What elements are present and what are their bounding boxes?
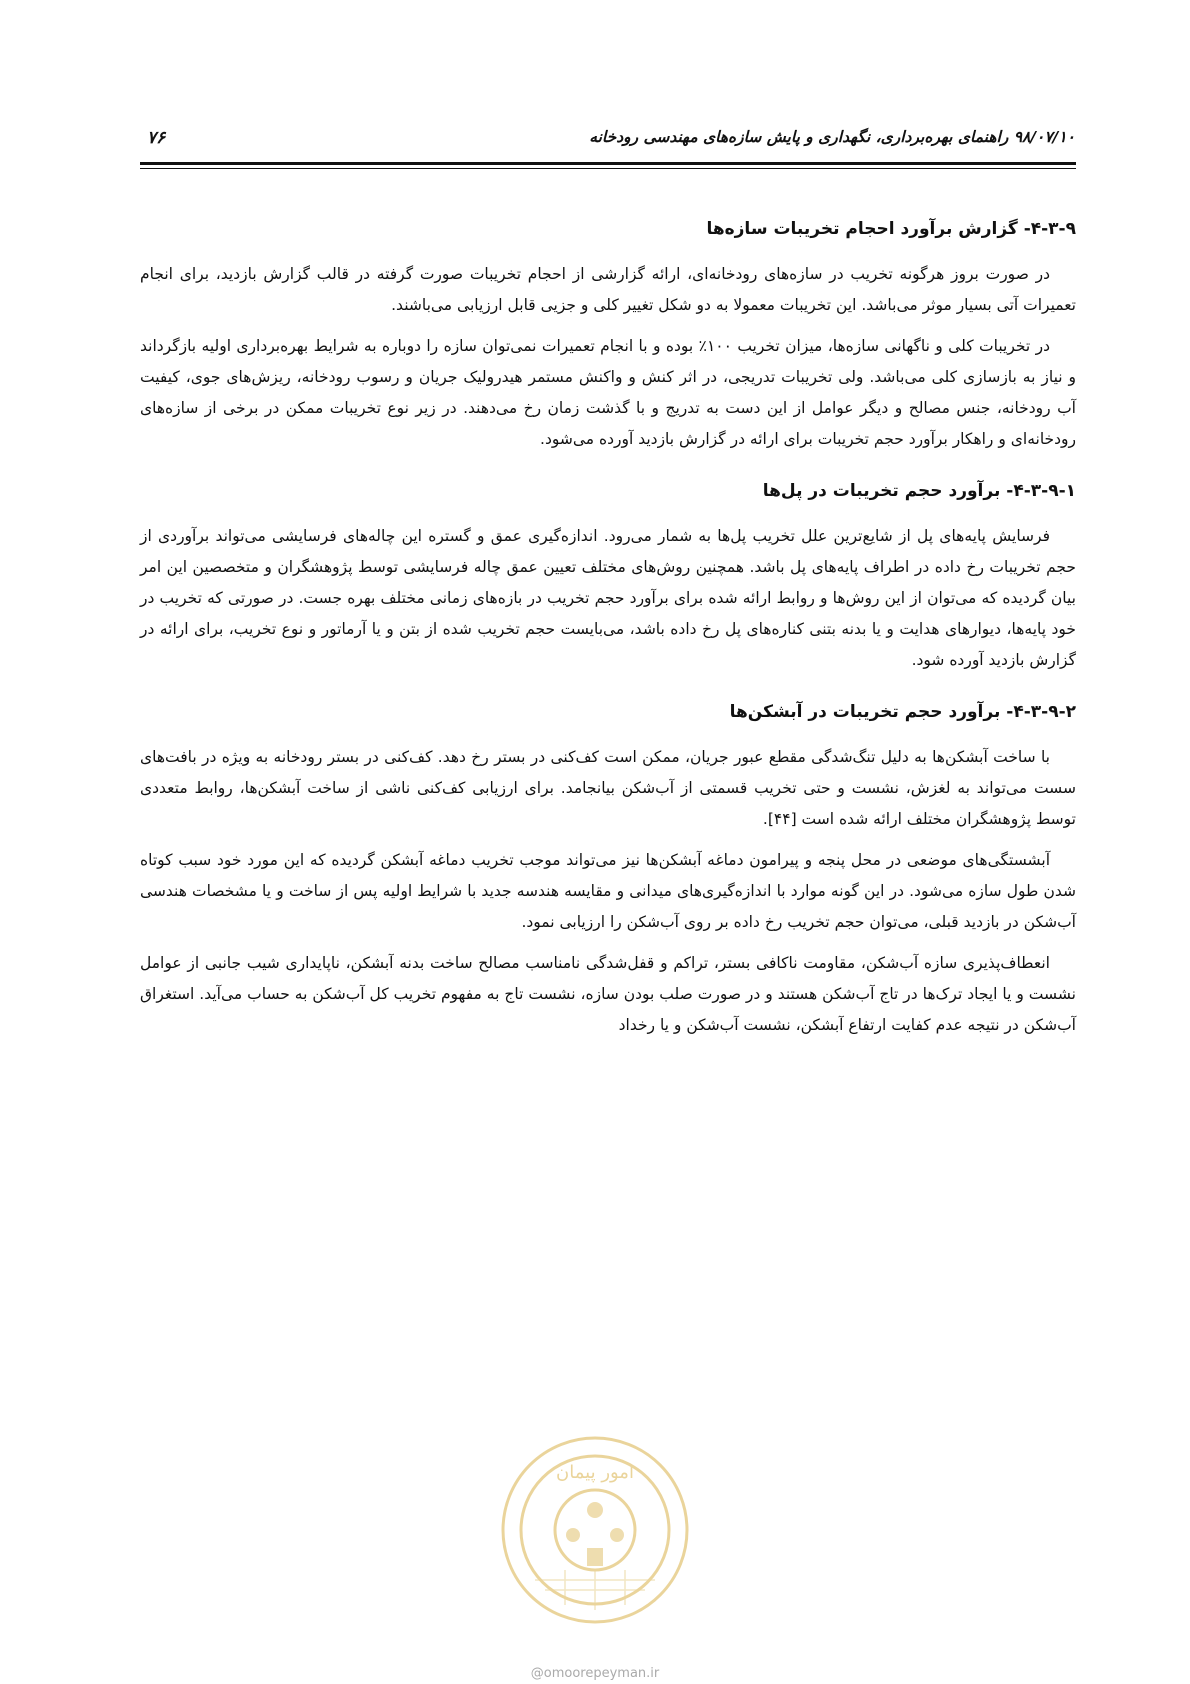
paragraph: فرسایش پایه‌های پل از شایع‌ترین علل تخریب پل‌ها به شمار می‌رود. اندازه‌گیری عمق و گستره این چاله‌های فرسایشی می‌تواند برآوردی از حجم تخریبات رخ داده در اطراف پایه‌های پل باشد. همچنین روش‌های مختلف تعیین عمق چاله فرسایشی توسط پژوهشگران و متخصصین این امر بیان گردیده که می‌توان از این روش‌ها و روابط ارائه شده برای برآورد حجم تخریب در بازه‌های زمانی مختلف بهره جست. در صورتی که تخریب در خود پایه‌ها، دیوارهای هدایت و یا بدنه بتنی کناره‌های پل رخ داده باشد، می‌بایست حجم تخریب شده از بتن و یا آرماتور و نوع تخریب، برای ارائه در گزارش بازدید آورده شود. xyxy=(140,527,1076,669)
section-heading: ۴-۳-۹-۱- برآورد حجم تخریبات در پل‌ها xyxy=(762,481,1076,501)
section-heading: ۴-۳-۹- گزارش برآورد احجام تخریبات سازه‌ها xyxy=(706,219,1076,239)
header-title: ۹۸/۰۷/۱۰ راهنمای بهره‌برداری، نگهداری و پایش سازه‌های مهندسی رودخانه xyxy=(589,128,1075,146)
page-body xyxy=(140,215,1076,1051)
page-number: ۷۶ xyxy=(147,128,166,148)
paragraph: آبشستگی‌های موضعی در محل پنجه و پیرامون دماغه آبشکن‌ها نیز می‌تواند موجب تخریب دماغه آبشکن گردیده که این مورد خود سبب کوتاه شدن طول سازه می‌شود. در این گونه موارد با اندازه‌گیری‌های میدانی و مقایسه هندسه جدید با شرایط اولیه پس از ساخت و یا مشخصات هندسی آب‌شکن در بازدید قبلی، می‌توان حجم تخریب رخ داده بر روی آب‌شکن را ارزیابی نمود. xyxy=(140,851,1076,931)
header-rule-thin xyxy=(140,168,1076,169)
watermark-logo-icon xyxy=(495,1430,695,1630)
paragraph: با ساخت آبشکن‌ها به دلیل تنگ‌شدگی مقطع عبور جریان، ممکن است کف‌کنی در بستر رخ دهد. کف‌کنی در بستر رودخانه به ویژه در بافت‌های سست می‌تواند به لغزش، نشست و حتی تخریب قسمتی از آب‌شکن بیانجامد. برای ارزیابی کف‌کنی ناشی از ساخت آبشکن‌ها، روابط متعددی توسط پژوهشگران مختلف ارائه شده است [۴۴]. xyxy=(140,748,1076,828)
running-header xyxy=(143,128,1075,158)
watermark-url: @omoorepeyman.ir xyxy=(530,1666,660,1681)
paragraph: انعطاف‌پذیری سازه آب‌شکن، مقاومت ناکافی بستر، تراکم و قفل‌شدگی نامناسب مصالح ساخت بدنه آبشکن، ناپایداری شیب جانبی از عوامل نشست و یا ایجاد ترک‌ها در تاج آب‌شکن هستند و در صورت صلب بودن سازه، نشست تاج به مفهوم تخریب کل آب‌شکن به حساب می‌آید. استغراق آب‌شکن در نتیجه عدم کفایت ارتفاع آبشکن، نشست آب‌شکن و یا رخداد xyxy=(140,954,1076,1034)
paragraph: در صورت بروز هرگونه تخریب در سازه‌های رودخانه‌ای، ارائه گزارشی از احجام تخریبات صورت گرفته در قالب گزارش بازدید، برای انجام تعمیرات آتی بسیار موثر می‌باشد. این تخریبات معمولا به دو شکل تغییر کلی و جزیی قابل ارزیابی می‌باشند. xyxy=(140,265,1076,314)
watermark-logo-text: امور پیمان xyxy=(556,1462,634,1483)
section-heading: ۴-۳-۹-۲- برآورد حجم تخریبات در آبشکن‌ها xyxy=(729,702,1076,722)
paragraph: در تخریبات کلی و ناگهانی سازه‌ها، میزان تخریب ۱۰۰٪ بوده و با انجام تعمیرات نمی‌توان سازه را دوباره به شرایط بهره‌برداری اولیه بازگرداند و نیاز به بازسازی کلی می‌باشد. ولی تخریبات تدریجی، در اثر کنش و واکنش مستمر هیدرولیک جریان و رسوب رودخانه، ریزش‌های جوی، کیفیت آب رودخانه، جنس مصالح و دیگر عوامل از این دست به تدریج و با گذشت زمان رخ می‌دهند. در زیر نوع تخریبات ممکن در برخی از سازه‌های رودخانه‌ای و راهکار برآورد حجم تخریبات برای ارائه در گزارش بازدید آورده می‌شود. xyxy=(140,337,1076,448)
header-rule-thick xyxy=(140,162,1076,165)
